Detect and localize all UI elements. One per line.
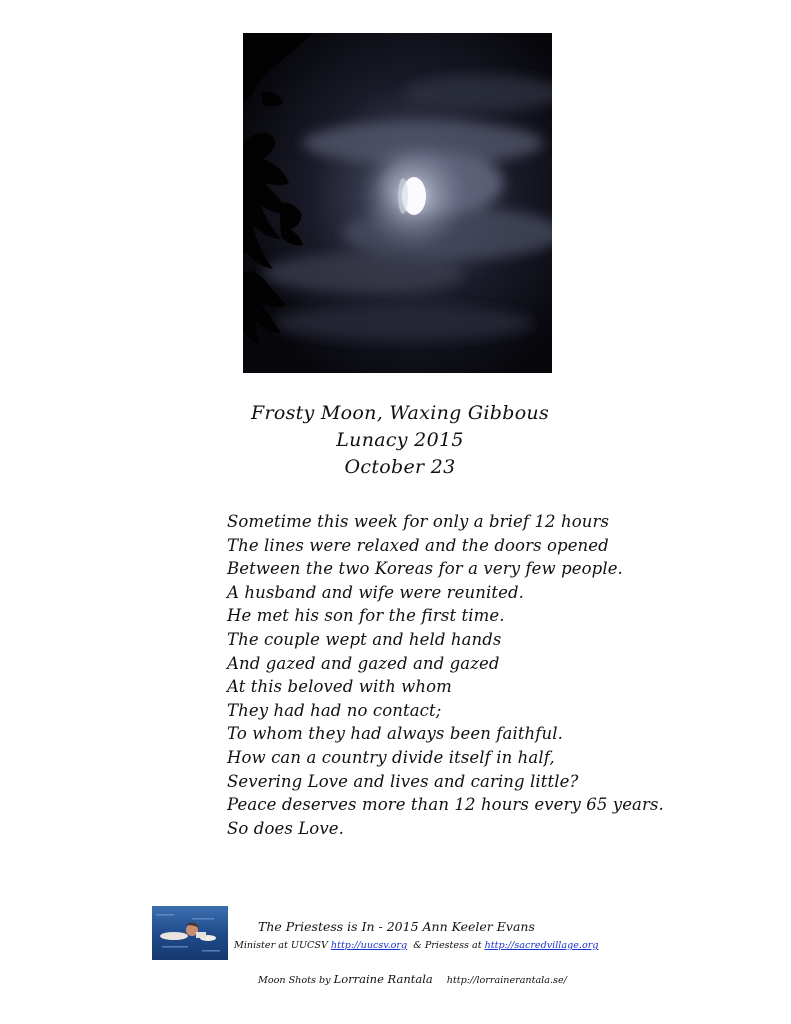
moon-icon <box>398 177 426 215</box>
poem-line: The lines were relaxed and the doors opened <box>227 535 609 555</box>
poem-line: So does Love. <box>227 818 344 838</box>
poem-line: They had had no contact; <box>227 700 442 720</box>
poem-title: Frosty Moon, Waxing Gibbous <box>250 402 550 424</box>
photographer-name: Lorraine Rantala <box>333 972 433 986</box>
uucsv-link[interactable]: http://uucsv.org <box>330 940 408 951</box>
poem-line: Sometime this week for only a brief 12 hours <box>227 512 610 531</box>
poem-title-block <box>200 400 600 481</box>
poem-line: He met his son for the first time. <box>227 606 505 626</box>
sacredvillage-link[interactable]: http://sacredvillage.org <box>484 940 599 951</box>
poem-line: And gazed and gazed and gazed <box>227 653 500 673</box>
poem-body <box>227 510 687 840</box>
footer-title: The Priestess is In - 2015 Ann Keeler Evans <box>258 919 535 934</box>
poem-subtitle: Lunacy 2015 <box>336 429 464 451</box>
photographer-site: http://lorrainerantala.se/ <box>446 975 567 986</box>
photo-credit <box>258 972 567 986</box>
priestess-label: & Priestess at <box>407 940 485 951</box>
poem-line: How can a country divide itself in half, <box>227 747 555 767</box>
poem-date: October 23 <box>344 456 456 478</box>
poem-line: A husband and wife were reunited. <box>227 582 524 602</box>
minister-label: Minister at UUCSV <box>234 940 331 951</box>
poem-line: To whom they had always been faithful. <box>227 724 563 744</box>
swimmer-photo-image <box>152 906 228 960</box>
moon-photo <box>243 33 552 373</box>
moon-shots-label: Moon Shots by <box>258 975 334 986</box>
poem-line: Between the two Koreas for a very few people. <box>227 559 623 579</box>
poem-line: Severing Love and lives and caring little? <box>227 771 579 791</box>
swimmer-photo <box>152 906 228 960</box>
moon-photo-image <box>243 33 552 373</box>
footer-affiliations <box>234 940 598 951</box>
poem-line: The couple wept and held hands <box>227 629 502 649</box>
poem-line: At this beloved with whom <box>227 677 452 697</box>
poem-line: Peace deserves more than 12 hours every 65 years. <box>227 795 664 815</box>
